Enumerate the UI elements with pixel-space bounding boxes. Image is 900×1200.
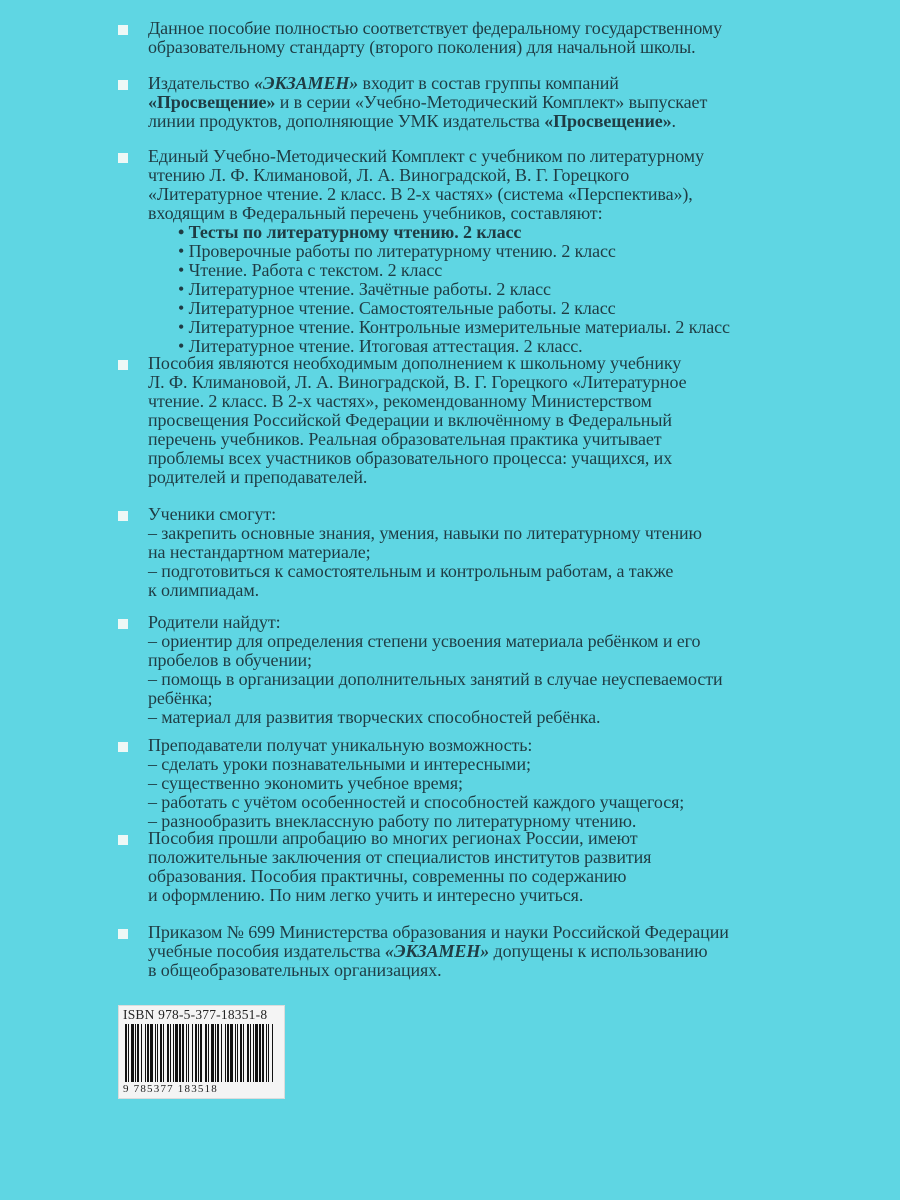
- publisher-name: «ЭКЗАМЕН»: [384, 941, 490, 961]
- isbn-label: ISBN 978-5-377-18351-8: [123, 1007, 268, 1022]
- text-line: Родители найдут:: [148, 612, 281, 632]
- text-line: Пособия прошли апробацию во многих регионах России, имеют: [148, 828, 638, 848]
- text-line: Приказом № 699 Министерства образования и науки Российской Федерации: [148, 922, 729, 942]
- umk-list-item: • Чтение. Работа с текстом. 2 класс: [178, 260, 443, 280]
- text-line: на нестандартном материале;: [148, 542, 371, 562]
- umk-list-item: • Проверочные работы по литературному чтению. 2 класс: [178, 241, 616, 261]
- bullet-square-icon: [118, 25, 128, 35]
- paragraph-standard: [118, 19, 838, 57]
- text-line: – ориентир для определения степени усвоения материала ребёнком и его: [148, 631, 701, 651]
- text-line: Ученики смогут:: [148, 504, 277, 524]
- text-line: пробелов в обучении;: [148, 650, 312, 670]
- text-line: родителей и преподавателей.: [148, 467, 368, 487]
- group-name: «Просвещение»: [148, 92, 276, 112]
- text-line: [148, 112, 838, 131]
- text-line: просвещения Российской Федерации и включённому в Федеральный: [148, 410, 672, 430]
- text-line: проблемы всех участников образовательного процесса: учащихся, их: [148, 448, 673, 468]
- paragraph-supplement: [118, 354, 838, 487]
- paragraph-parents: [118, 613, 838, 727]
- umk-list-item: • Литературное чтение. Зачётные работы. 2 класс: [178, 279, 551, 299]
- text-line: – помощь в организации дополнительных занятий в случае неуспеваемости: [148, 669, 723, 689]
- bullet-square-icon: [118, 511, 128, 521]
- text-line: – подготовиться к самостоятельным и контрольным работам, а также: [148, 561, 674, 581]
- paragraph-teachers: [118, 736, 838, 831]
- bullet-square-icon: [118, 80, 128, 90]
- text-line: [148, 74, 838, 93]
- paragraph-order: [118, 923, 838, 980]
- bullet-square-icon: [118, 929, 128, 939]
- text-span: допущены к использованию: [489, 941, 708, 961]
- text-line: – работать с учётом особенностей и способностей каждого учащегося;: [148, 792, 685, 812]
- paragraph-students: [118, 505, 838, 600]
- text-line: входящим в Федеральный перечень учебников, составляют:: [148, 203, 603, 223]
- paragraph-publisher: [118, 74, 838, 131]
- text-line: Данное пособие полностью соответствует федеральному государственному: [148, 18, 722, 38]
- text-line: в общеобразовательных организациях.: [148, 960, 442, 980]
- barcode-block: [118, 1005, 285, 1099]
- text-line: образования. Пособия практичны, современны по содержанию: [148, 866, 627, 886]
- text-span: линии продуктов, дополняющие УМК издательства: [148, 111, 545, 131]
- bullet-square-icon: [118, 742, 128, 752]
- text-span: учебные пособия издательства: [148, 941, 385, 961]
- text-span: и в серии «Учебно-Методический Комплект» выпускает: [275, 92, 708, 112]
- text-span: Издательство: [148, 73, 254, 93]
- text-line: Преподаватели получат уникальную возможность:: [148, 735, 533, 755]
- text-span: .: [671, 111, 676, 131]
- text-line: перечень учебников. Реальная образовательная практика учитывает: [148, 429, 662, 449]
- umk-list-item: • Литературное чтение. Итоговая аттестация. 2 класс.: [178, 336, 583, 356]
- text-line: – разнообразить внеклассную работу по литературному чтению.: [148, 811, 637, 831]
- text-line: – существенно экономить учебное время;: [148, 773, 463, 793]
- text-line: Пособия являются необходимым дополнением к школьному учебнику: [148, 353, 682, 373]
- text-line: Единый Учебно-Методический Комплект с учебником по литературному: [148, 146, 704, 166]
- text-line: ребёнка;: [148, 688, 213, 708]
- text-line: чтение. 2 класс. В 2-х частях», рекомендованному Министерством: [148, 391, 652, 411]
- barcode-digits: 9 785377 183518: [123, 1083, 218, 1095]
- paragraph-approbation: [118, 829, 838, 905]
- text-line: к олимпиадам.: [148, 580, 260, 600]
- text-line: [148, 93, 838, 112]
- bullet-square-icon: [118, 619, 128, 629]
- umk-list-item: • Литературное чтение. Самостоятельные работы. 2 класс: [178, 298, 616, 318]
- text-line: чтению Л. Ф. Климановой, Л. А. Виноградской, В. Г. Горецкого: [148, 165, 630, 185]
- text-span: входит в состав группы компаний: [358, 73, 619, 93]
- group-name: «Просвещение»: [544, 111, 672, 131]
- text-line: Л. Ф. Климановой, Л. А. Виноградской, В. Г. Горецкого «Литературное: [148, 372, 687, 392]
- text-line: – закрепить основные знания, умения, навыки по литературному чтению: [148, 523, 702, 543]
- paragraph-umk: [118, 147, 838, 356]
- text-line: образовательному стандарту (второго поколения) для начальной школы.: [148, 37, 696, 57]
- publisher-name: «ЭКЗАМЕН»: [253, 73, 359, 93]
- text-line: «Литературное чтение. 2 класс. В 2-х частях» (система «Перспектива»),: [148, 184, 693, 204]
- barcode-icon: [125, 1024, 277, 1082]
- bullet-square-icon: [118, 835, 128, 845]
- text-line: и оформлению. По ним легко учить и интересно учиться.: [148, 885, 584, 905]
- umk-list-item: • Тесты по литературному чтению. 2 класс: [178, 222, 522, 242]
- bullet-square-icon: [118, 153, 128, 163]
- umk-list-item: • Литературное чтение. Контрольные измерительные материалы. 2 класс: [178, 317, 730, 337]
- text-line: – сделать уроки познавательными и интересными;: [148, 754, 531, 774]
- text-line: [148, 942, 838, 961]
- text-line: – материал для развития творческих способностей ребёнка.: [148, 707, 601, 727]
- text-line: положительные заключения от специалистов институтов развития: [148, 847, 652, 867]
- bullet-square-icon: [118, 360, 128, 370]
